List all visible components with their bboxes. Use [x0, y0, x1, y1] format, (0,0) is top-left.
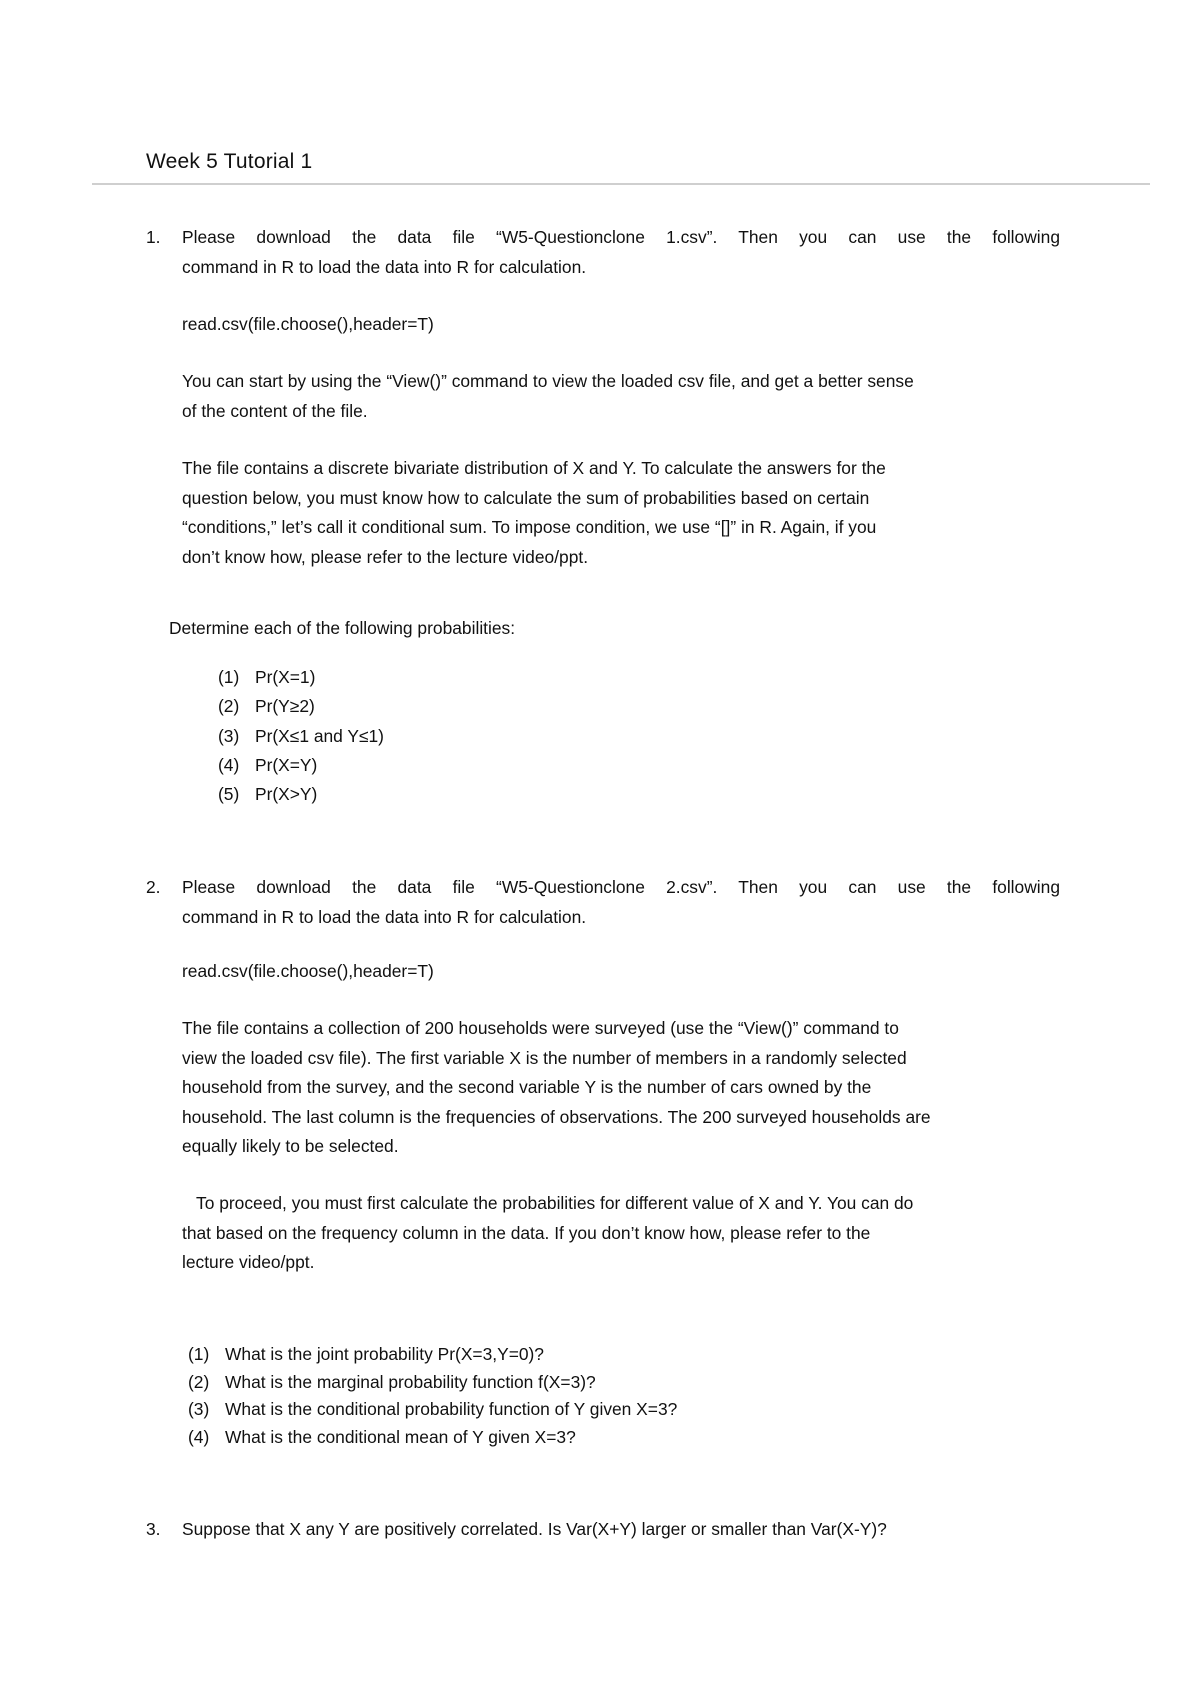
- question-2-para1-line-2: view the loaded csv file). The first variable X is the number of members in a randomly selected: [182, 1047, 907, 1068]
- question-3-text: Suppose that X any Y are positively correlated. Is Var(X+Y) larger or smaller than Var(X-Y)?: [182, 1519, 887, 1539]
- question-2-para2-line-3: lecture video/ppt.: [182, 1252, 315, 1272]
- question-1-subquestions: [218, 663, 384, 809]
- question-1-line-1: Please download the data file “W5-Questionclone 1.csv”. Then you can use the following: [182, 227, 1060, 247]
- question-2-line-2: command in R to load the data into R for calculation.: [182, 906, 587, 927]
- title-divider: [92, 183, 1150, 185]
- list-item: (4) Pr(X=Y): [218, 754, 318, 775]
- question-1-para1-line-1: You can start by using the “View()” command to view the loaded csv file, and get a better sense: [182, 371, 914, 391]
- question-2-para1-line-5: equally likely to be selected.: [182, 1136, 399, 1156]
- list-item: (3) What is the conditional probability function of Y given X=3?: [188, 1399, 678, 1419]
- question-1-para1-line-2: of the content of the file.: [182, 400, 368, 421]
- question-3-number: 3.: [146, 1519, 161, 1539]
- question-1-instruction: [169, 614, 1047, 644]
- question-2-code: [182, 957, 1060, 987]
- question-2-line-1: Please download the data file “W5-Questionclone 2.csv”. Then you can use the following: [182, 877, 1060, 897]
- question-2-intro: [182, 873, 1060, 932]
- question-1-code-line: read.csv(file.choose(),header=T): [182, 314, 434, 334]
- list-item: (2) Pr(Y≥2): [218, 696, 315, 717]
- question-1-paragraph-2: [182, 454, 1060, 572]
- question-2-subquestions: [188, 1341, 677, 1451]
- question-2-code-line: read.csv(file.choose(),header=T): [182, 961, 434, 981]
- question-1-intro: [182, 223, 1060, 282]
- page-title: Week 5 Tutorial 1: [146, 150, 313, 173]
- list-item: (3) Pr(X≤1 and Y≤1): [218, 725, 384, 746]
- list-item: (1) What is the joint probability Pr(X=3,Y=0)?: [188, 1344, 544, 1364]
- question-2-para1-line-3: household from the survey, and the second variable Y is the number of cars owned by the: [182, 1077, 872, 1097]
- question-2-para2-line-2: that based on the frequency column in the data. If you don’t know how, please refer to the: [182, 1222, 871, 1243]
- question-3-text-block: [182, 1515, 1060, 1545]
- list-item: (1) Pr(X=1): [218, 667, 316, 687]
- question-2-paragraph-2: [182, 1189, 1060, 1278]
- list-item: (2) What is the marginal probability function f(X=3)?: [188, 1371, 596, 1392]
- question-1-determine: Determine each of the following probabilities:: [169, 618, 516, 638]
- question-1-para2-line-2: question below, you must know how to calculate the sum of probabilities based on certain: [182, 487, 870, 508]
- question-1-para2-line-4: don’t know how, please refer to the lecture video/ppt.: [182, 546, 589, 567]
- question-2-number: 2.: [146, 877, 161, 897]
- question-2-paragraph-1: [182, 1014, 1060, 1162]
- question-1-number: 1.: [146, 227, 161, 247]
- question-1-paragraph-1: [182, 367, 1060, 426]
- list-item: (5) Pr(X>Y): [218, 784, 318, 805]
- question-1-para2-line-1: The file contains a discrete bivariate distribution of X and Y. To calculate the answers for the: [182, 458, 886, 478]
- question-2-para2-line-1: To proceed, you must first calculate the probabilities for different value of X and Y. You can do: [196, 1193, 914, 1213]
- question-1-code: [182, 310, 1060, 340]
- list-item: (4) What is the conditional mean of Y given X=3?: [188, 1426, 576, 1447]
- question-1-line-2: command in R to load the data into R for calculation.: [182, 256, 587, 277]
- question-2-para1-line-1: The file contains a collection of 200 households were surveyed (use the “View()” command to: [182, 1018, 899, 1038]
- question-2-para1-line-4: household. The last column is the frequencies of observations. The 200 surveyed households are: [182, 1106, 931, 1127]
- question-1-para2-line-3: “conditions,” let’s call it conditional sum. To impose condition, we use “[]” in R. Again, if you: [182, 517, 877, 537]
